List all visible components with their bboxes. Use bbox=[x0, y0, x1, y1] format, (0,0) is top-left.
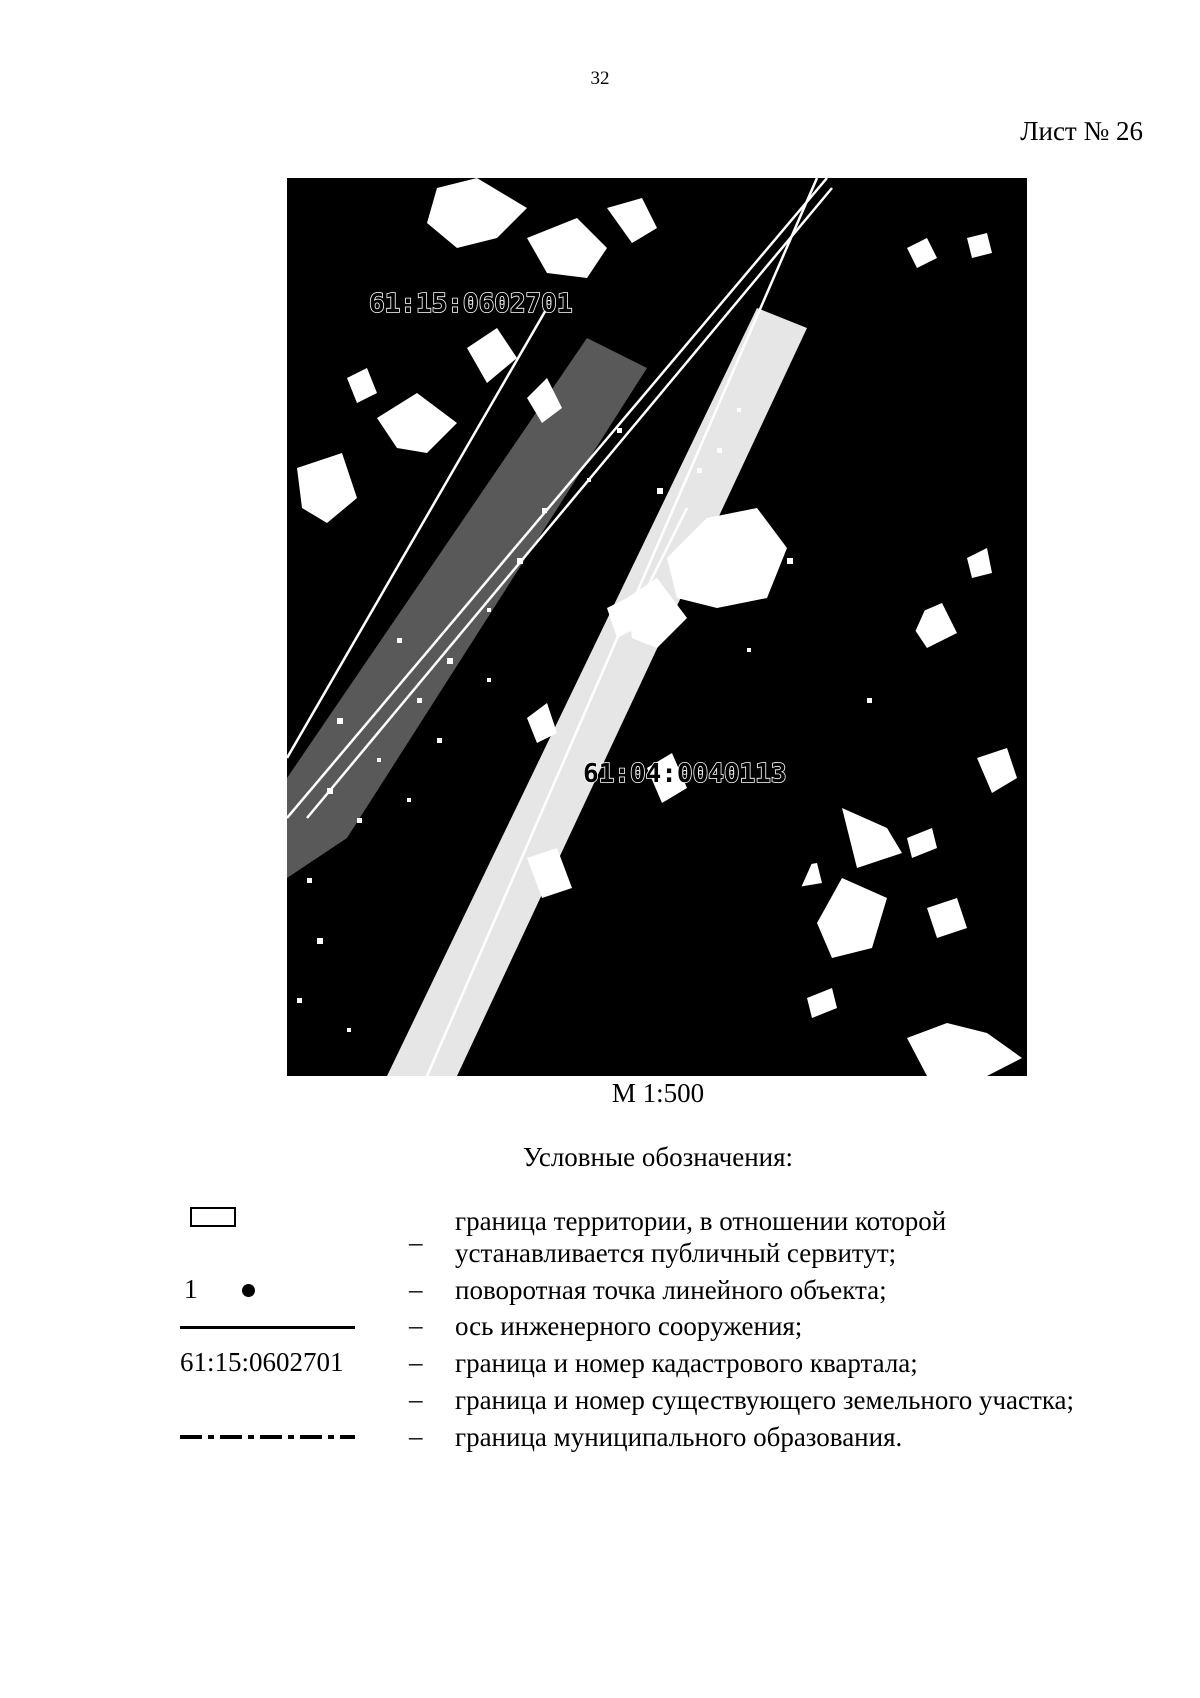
sheet-label: Лист № 26 bbox=[1020, 116, 1143, 146]
legend-item-axis bbox=[0, 1310, 1200, 1350]
map-scale: М 1:500 bbox=[611, 1078, 705, 1108]
legend-desc: граница территории, в отношении которой устанавливается публичный сервитут; bbox=[455, 1206, 947, 1268]
legend-item-municipal-boundary bbox=[0, 1421, 1200, 1461]
point-number: 1 bbox=[184, 1274, 198, 1304]
legend-dash: – bbox=[409, 1421, 423, 1451]
page-number: 32 bbox=[590, 68, 610, 89]
map-canvas bbox=[287, 178, 1027, 1076]
legend-desc: граница и номер кадастрового квартала; bbox=[455, 1348, 918, 1378]
legend-dash: – bbox=[409, 1384, 423, 1414]
legend-dash: – bbox=[409, 1274, 423, 1304]
legend-item-turning-point bbox=[0, 1274, 1200, 1314]
legend-desc: граница и номер существующего земельного участка; bbox=[455, 1385, 1075, 1415]
cadastral-number-symbol: 61:15:0602701 bbox=[180, 1347, 344, 1377]
legend-dash: – bbox=[409, 1310, 423, 1340]
cadastral-label-south: 61:04:0040113 bbox=[583, 759, 787, 789]
map-image bbox=[287, 178, 1027, 1076]
solid-line-symbol bbox=[180, 1326, 355, 1329]
servitude-boundary-symbol bbox=[190, 1207, 236, 1227]
legend-desc: граница муниципального образования. bbox=[455, 1422, 903, 1452]
legend-item-cadastral-quarter bbox=[0, 1347, 1200, 1387]
dash-dot-line-symbol bbox=[180, 1433, 355, 1441]
legend-item-land-plot bbox=[0, 1384, 1200, 1424]
legend-title: Условные обозначения: bbox=[522, 1142, 794, 1172]
legend-desc: поворотная точка линейного объекта; bbox=[455, 1275, 887, 1305]
legend-dash: – bbox=[409, 1227, 423, 1257]
point-dot-icon bbox=[242, 1284, 255, 1297]
legend-dash: – bbox=[409, 1347, 423, 1377]
cadastral-label-north: 61:15:0602701 bbox=[369, 289, 573, 319]
legend-desc: ось инженерного сооружения; bbox=[455, 1311, 803, 1341]
legend-item-public-servitude bbox=[0, 1205, 1200, 1268]
